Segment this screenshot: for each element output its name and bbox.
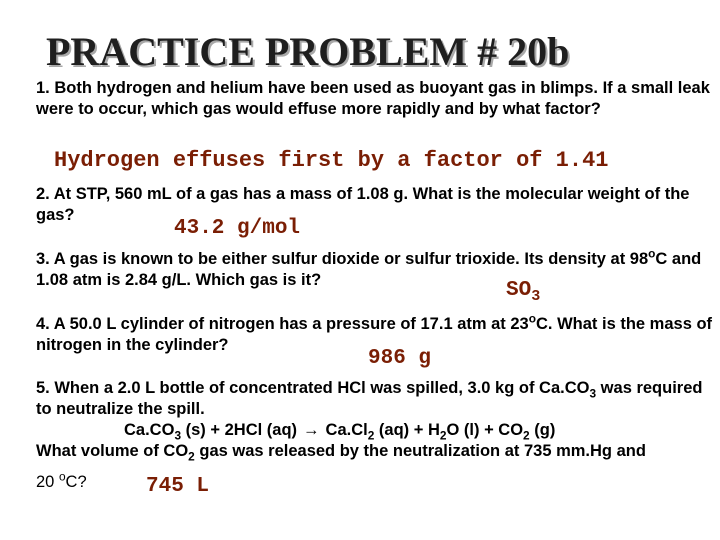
eq-part-2: (aq) + H xyxy=(374,421,440,439)
answer-subscript: 3 xyxy=(531,287,541,306)
problem-5-line3-b: gas was released by the neutralization at 735 mm.Hg and xyxy=(194,442,646,460)
eq-part-4: (g) xyxy=(529,421,556,439)
problem-1-answer: Hydrogen effuses first by a factor of 1.41 xyxy=(54,148,609,173)
subscript: 2 xyxy=(367,428,375,443)
problem-5-line3-a: What volume of CO xyxy=(36,442,189,460)
eq-cacl: Ca.Cl xyxy=(325,421,368,439)
eq-caco3: Ca.CO xyxy=(124,421,175,439)
problem-5-line4-b: C? xyxy=(65,473,87,491)
problem-4-text-b: C. What is the mass of nitrogen in the cylinder? xyxy=(36,315,713,354)
subscript: 2 xyxy=(188,449,195,464)
problem-5-line4-a: 20 xyxy=(36,473,59,491)
problem-5-answer: 745 L xyxy=(146,475,210,498)
problem-5-line1-b: was required to neutralize the spill. xyxy=(36,379,703,418)
problem-3-text-b: C and 1.08 atm is 2.84 g/L. Which gas is it? xyxy=(36,250,702,289)
problem-2-answer: 43.2 g/mol xyxy=(174,217,301,240)
degree-symbol: o xyxy=(528,311,537,326)
degree-symbol: o xyxy=(58,469,66,484)
reaction-arrow-icon: → xyxy=(303,421,320,439)
problem-1-text: 1. Both hydrogen and helium have been used as buoyant gas in blimps. If a small leak were to occur, which gas would effuse more rapidly and by what factor? xyxy=(36,79,710,118)
problem-4-answer: 986 g xyxy=(368,347,432,370)
subscript: 2 xyxy=(439,428,447,443)
problem-5-line4 xyxy=(36,469,87,493)
degree-symbol: o xyxy=(648,246,656,261)
problem-2-text: 2. At STP, 560 mL of a gas has a mass of 1.08 g. What is the molecular weight of the gas? xyxy=(36,185,690,224)
problem-3-answer xyxy=(506,279,541,306)
subscript: 3 xyxy=(589,386,597,401)
problem-3-text-a: 3. A gas is known to be either sulfur dioxide or sulfur trioxide. Its density at 98 xyxy=(36,250,649,268)
problem-5-line1-a: 5. When a 2.0 L bottle of concentrated HCl was spilled, 3.0 kg of Ca.CO xyxy=(36,379,590,397)
subscript: 2 xyxy=(523,428,530,443)
problem-3-text xyxy=(36,246,716,291)
eq-part-3: O (l) + CO xyxy=(446,421,524,439)
answer-formula: SO xyxy=(506,279,532,302)
eq-part-1: (s) + 2HCl (aq) xyxy=(181,421,298,439)
problem-4-text-a: 4. A 50.0 L cylinder of nitrogen has a pressure of 17.1 atm at 23 xyxy=(36,315,529,333)
problem-5-text xyxy=(36,378,716,462)
chemical-equation xyxy=(36,420,716,441)
subscript: 3 xyxy=(174,428,182,443)
page-title: PRACTICE PROBLEM # 20b xyxy=(46,29,570,74)
